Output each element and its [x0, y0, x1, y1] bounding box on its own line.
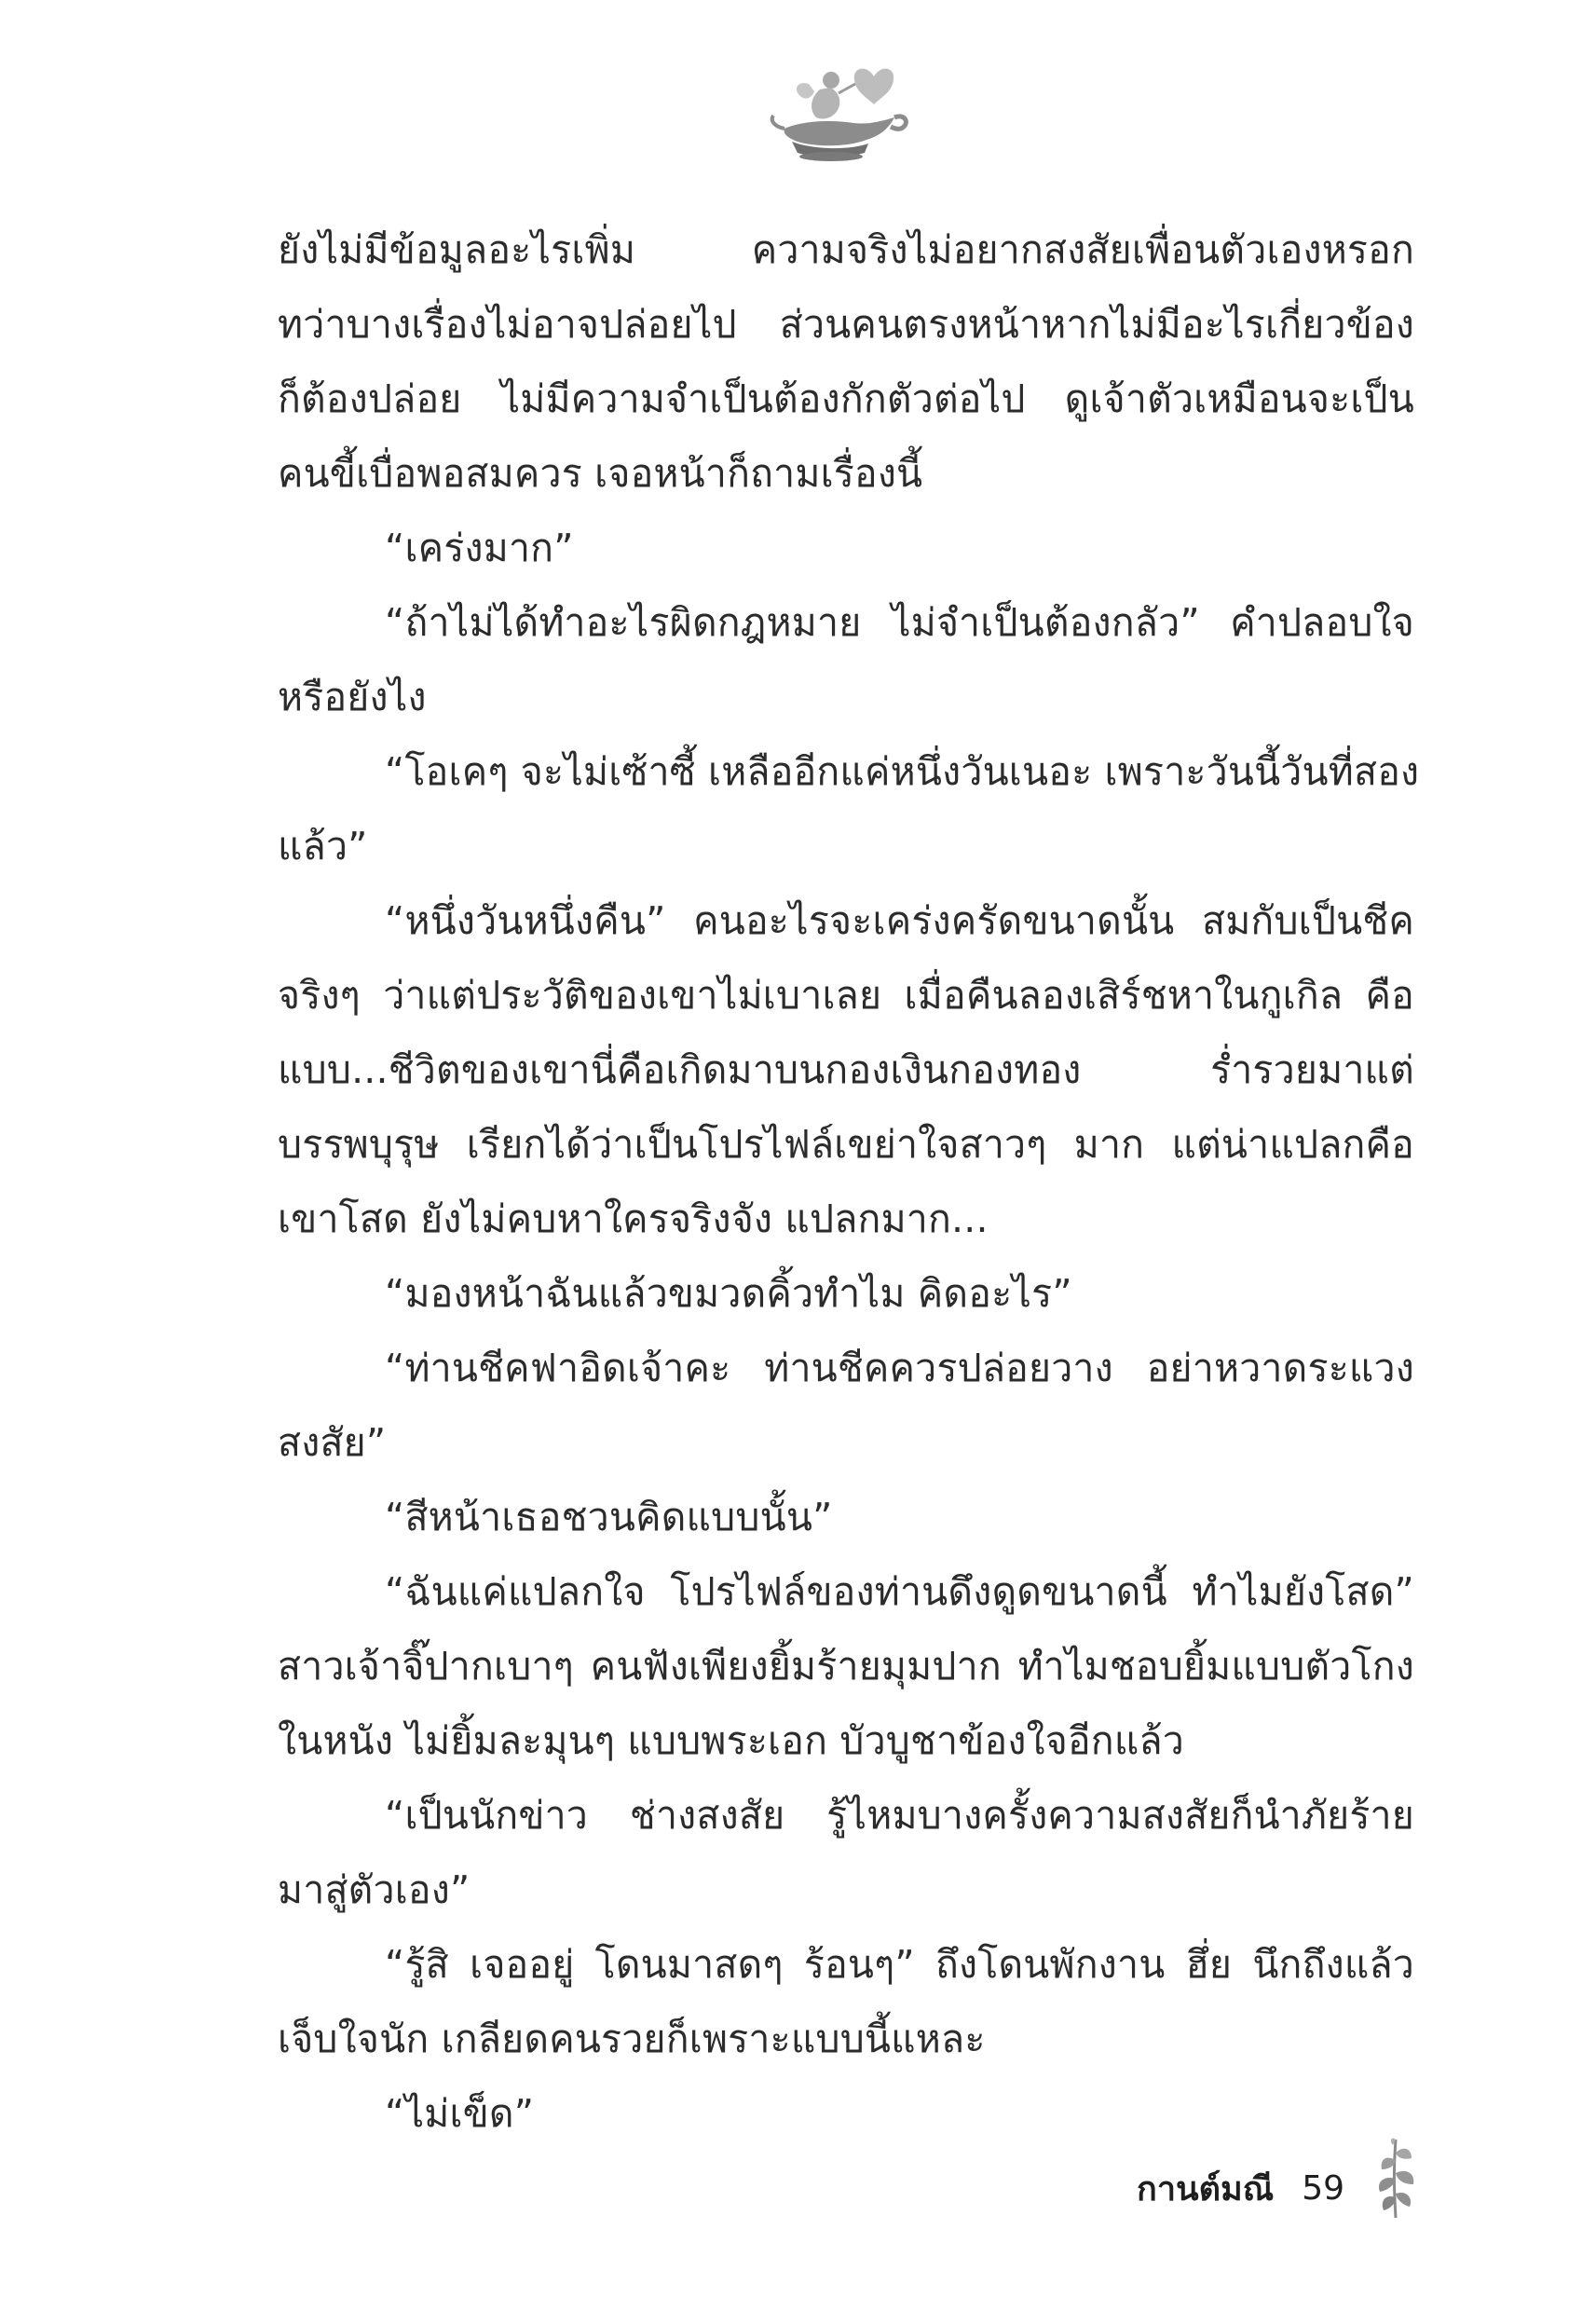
text-line: ทว่าบางเรื่องไม่อาจปล่อยไป ส่วนคนตรงหน้าหากไม่มีอะไรเกี่ยวข้อง	[278, 302, 1414, 347]
text-line: “โอเคๆ จะไม่เซ้าซี้ เหลืออีกแค่หนึ่งวันเนอะ เพราะวันนี้วันที่สอง	[385, 749, 1420, 794]
text-line: บรรพบุรุษ เรียกได้ว่าเป็นโปรไฟล์เขย่าใจสาวๆ มาก แต่น่าแปลกคือ	[278, 1122, 1414, 1167]
text-line: แล้ว”	[278, 824, 368, 868]
text-line: “ท่านชีคฟาอิดเจ้าคะ ท่านชีคควรปล่อยวาง อย่าหวาดระแวง	[385, 1346, 1414, 1390]
running-title: กานต์มณี	[1137, 2169, 1275, 2208]
text-line: เจ็บใจนัก เกลียดคนรวยก็เพราะแบบนี้แหละ	[278, 2017, 986, 2061]
page-footer	[1137, 2160, 1344, 2216]
text-line: คนขี้เบื่อพอสมควร เจอหน้าก็ถามเรื่องนี้	[278, 451, 923, 496]
text-line: “เป็นนักข่าว ช่างสงสัย รู้ไหมบางครั้งความสงสัยก็นำภัยร้าย	[385, 1793, 1414, 1838]
text-line: หรือยังไง	[278, 675, 427, 719]
text-line: แบบ...ชีวิตของเขานี่คือเกิดมาบนกองเงินกองทอง ร่ำรวยมาแต่	[278, 1047, 1414, 1092]
page-number: 59	[1302, 2168, 1344, 2208]
plant-ornament-icon	[1372, 2132, 1419, 2221]
text-line: มาสู่ตัวเอง”	[278, 1867, 471, 1912]
text-line: “ไม่เข็ด”	[385, 2091, 535, 2136]
text-line: สงสัย”	[278, 1420, 387, 1465]
body-text	[278, 212, 1420, 2151]
text-line: “รู้สิ เจออยู่ โดนมาสดๆ ร้อนๆ” ถึงโดนพักงาน ฮึ่ย นึกถึงแล้ว	[385, 1942, 1414, 1987]
text-line: เขาโสด ยังไม่คบหาใครจริงจัง แปลกมาก...	[278, 1197, 989, 1241]
text-line: “ฉันแค่แปลกใจ โปรไฟล์ของท่านดึงดูดขนาดนี้ ทำไมยังโสด”	[385, 1569, 1414, 1614]
text-line: ในหนัง ไม่ยิ้มละมุนๆ แบบพระเอก บัวบูชาข้องใจอีกแล้ว	[278, 1718, 1185, 1763]
text-line: สาวเจ้าจิ๊ปากเบาๆ คนฟังเพียงยิ้มร้ายมุมปาก ทำไมชอบยิ้มแบบตัวโกง	[278, 1644, 1414, 1689]
lamp-cupid-ornament-icon	[764, 56, 913, 163]
text-line: “ถ้าไม่ได้ทำอะไรผิดกฎหมาย ไม่จำเป็นต้องกลัว” คำปลอบใจ	[385, 600, 1414, 645]
text-line: “เคร่งมาก”	[385, 526, 574, 570]
text-line: ก็ต้องปล่อย ไม่มีความจำเป็นต้องกักตัวต่อไป ดูเจ้าตัวเหมือนจะเป็น	[278, 376, 1414, 421]
text-line: “มองหน้าฉันแล้วขมวดคิ้วทำไม คิดอะไร”	[385, 1271, 1072, 1316]
text-line: “หนึ่งวันหนึ่งคืน” คนอะไรจะเคร่งครัดขนาดนั้น สมกับเป็นชีค	[385, 898, 1414, 943]
text-line: “สีหน้าเธอชวนคิดแบบนั้น”	[385, 1495, 833, 1539]
text-line: ยังไม่มีข้อมูลอะไรเพิ่ม ความจริงไม่อยากสงสัยเพื่อนตัวเองหรอก	[278, 227, 1414, 272]
text-line: จริงๆ ว่าแต่ประวัติของเขาไม่เบาเลย เมื่อคืนลองเสิร์ชหาในกูเกิล คือ	[278, 973, 1414, 1018]
